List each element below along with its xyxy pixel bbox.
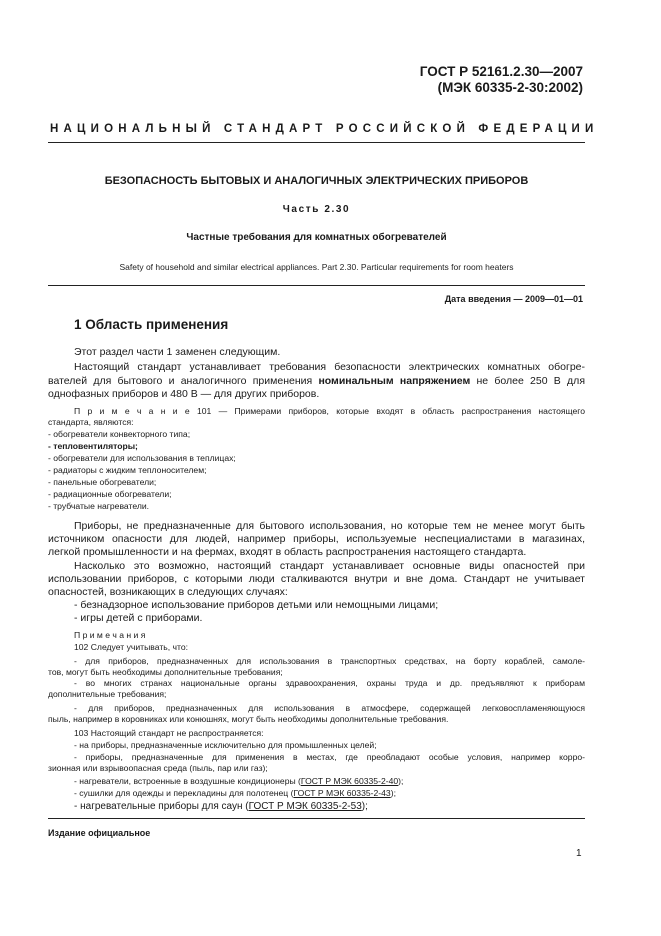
text-span: - нагреватели, встроенные в воздушные кондиционеры ( <box>74 776 301 786</box>
footer-rule <box>48 818 585 819</box>
note-102-line: - для приборов, предназначенных для использования в атмосфере, содержащей легковоспламеняющуюся <box>74 703 585 713</box>
note-102-line: тов, могут быть необходимы дополнительные требования; <box>48 667 283 677</box>
list-item: - обогреватели для использования в теплицах; <box>48 453 236 463</box>
standard-code <box>420 64 583 96</box>
main-title: БЕЗОПАСНОСТЬ БЫТОВЫХ И АНАЛОГИЧНЫХ ЭЛЕКТРИЧЕСКИХ ПРИБОРОВ <box>104 175 529 187</box>
text-span: - нагревательные приборы для саун ( <box>74 801 249 812</box>
text-span: - сушилки для одежды и перекладины для полотенец ( <box>74 788 294 798</box>
paragraph-nonhousehold-line: Приборы, не предназначенные для бытового использования, но которые тем не менее могут быть <box>74 520 585 532</box>
paragraph-intro: Этот раздел части 1 заменен следующим. <box>74 346 281 358</box>
paragraph-scope-line: однофазных приборов и 480 В — для других приборов. <box>48 388 320 400</box>
paragraph-hazards-line: Насколько это возможно, настоящий стандарт устанавливает основные виды опасностей при <box>74 560 585 572</box>
list-item: - трубчатые нагреватели. <box>48 501 150 511</box>
part-title: Часть 2.30 <box>282 204 351 215</box>
subtitle: Частные требования для комнатных обогревателей <box>186 232 447 243</box>
note-103-line <box>48 800 585 813</box>
paragraph-scope-line <box>48 375 585 388</box>
note-103-line: зионная или взрывоопасная среда (пыль, пар или газ); <box>48 763 268 773</box>
paragraph-scope-line: Настоящий стандарт устанавливает требования безопасности электрических комнатных обогре- <box>74 361 585 373</box>
text-span: не более 250 В для <box>470 375 585 387</box>
national-standard-banner: НАЦИОНАЛЬНЫЙ СТАНДАРТ РОССИЙСКОЙ ФЕДЕРАЦИИ <box>50 123 599 135</box>
text-span: вателей для бытового и аналогичного применения <box>48 375 319 387</box>
page-number: 1 <box>576 848 582 859</box>
list-item: - игры детей с приборами. <box>74 612 203 624</box>
paragraph-nonhousehold-line: легкой промышленности и на фермах, входят в область распространения настоящего стандарта. <box>48 546 527 558</box>
note-102-line: пыль, например в коровниках или конюшнях, могут быть необходимы дополнительные требования. <box>48 714 449 724</box>
note-103-line: 103 Настоящий стандарт не распространяется: <box>74 728 264 738</box>
effective-date: Дата введения — 2009—01—01 <box>444 294 583 304</box>
note-102-line: - во многих странах национальные органы здравоохранения, охраны труда и др. предъявляют к приборам <box>74 678 585 688</box>
standard-reference-link[interactable]: ГОСТ Р МЭК 60335-2-53 <box>248 801 362 812</box>
note-102-line: - для приборов, предназначенных для использования в транспортных средствах, на борту кораблей, самоле- <box>74 656 585 666</box>
standard-code-iec: (МЭК 60335-2-30:2002) <box>437 80 583 95</box>
official-edition-label: Издание официальное <box>48 828 151 838</box>
standard-code-gost: ГОСТ Р 52161.2.30—2007 <box>419 64 583 79</box>
note-102-line: 102 Следует учитывать, что: <box>74 642 188 652</box>
paragraph-hazards-line: использовании приборов, с которыми люди сталкиваются внутри и вне дома. Стандарт не учитывает <box>48 573 585 585</box>
note-101-line: П р и м е ч а н и е 101 — Примерами приборов, которые входят в область распространения настоящего <box>74 406 585 416</box>
list-item: - радиационные обогреватели; <box>48 489 172 499</box>
paragraph-hazards-line: опасностей, возникающих в следующих случаях: <box>48 586 288 598</box>
defined-term: номинальным напряжением <box>318 375 471 387</box>
standard-reference-link[interactable]: ГОСТ Р МЭК 60335-2-43 <box>293 788 391 798</box>
list-item: - панельные обогреватели; <box>48 477 157 487</box>
notes-heading: П р и м е ч а н и я <box>74 630 146 640</box>
list-item: - радиаторы с жидким теплоносителем; <box>48 465 207 475</box>
banner-rule <box>48 142 585 143</box>
note-103-line: - приборы, предназначенные для применения в местах, где преобладают особые условия, например корро- <box>74 752 585 762</box>
section-heading: 1 Область применения <box>74 317 229 332</box>
note-101-line: стандарта, являются: <box>48 417 134 427</box>
text-span: ); <box>398 776 404 786</box>
list-item: - безнадзорное использование приборов детьми или немощными лицами; <box>74 599 439 611</box>
note-103-line <box>48 776 585 787</box>
list-item: - обогреватели конвекторного типа; <box>48 429 191 439</box>
date-rule <box>48 285 585 286</box>
note-102-line: дополнительные требования; <box>48 689 167 699</box>
english-title: Safety of household and similar electrical appliances. Part 2.30. Particular requirements for room heaters <box>119 262 514 272</box>
note-103-line: - на приборы, предназначенные исключительно для промышленных целей; <box>74 740 377 750</box>
text-span: ); <box>361 801 368 812</box>
note-103-line <box>48 788 585 799</box>
paragraph-nonhousehold-line: источником опасности для людей, например приборы, используемые неспециалистами в магазинах, <box>48 533 585 545</box>
text-span: ); <box>390 788 396 798</box>
standard-reference-link[interactable]: ГОСТ Р МЭК 60335-2-40 <box>300 776 399 786</box>
list-item: - тепловентиляторы; <box>48 441 138 451</box>
